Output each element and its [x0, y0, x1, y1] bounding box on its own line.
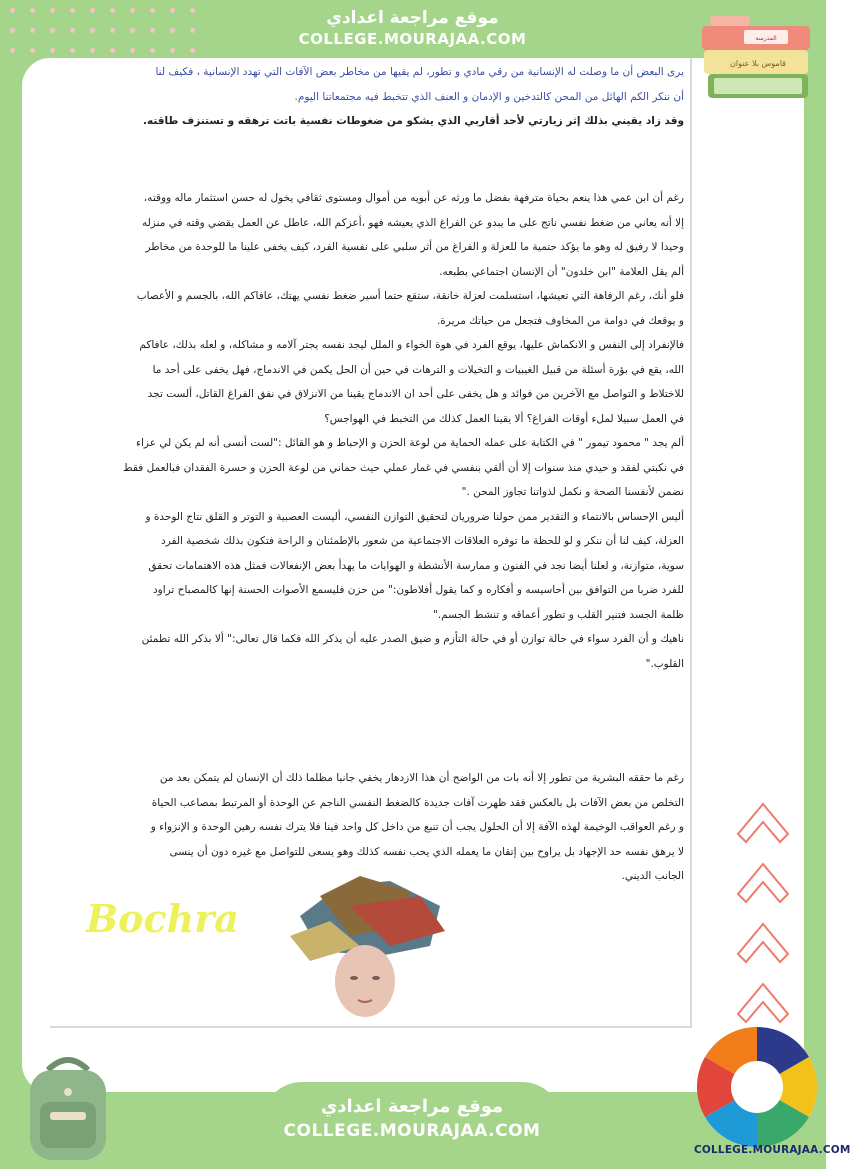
- collage-portrait-image: [280, 876, 450, 1016]
- book-spine-label-2: قاموس بلا عنوان: [730, 59, 786, 68]
- book-spine-label-1: المدرسة: [755, 35, 777, 42]
- footer-site-name: موقع مراجعة اعدادي: [320, 1096, 504, 1117]
- logo-caption[interactable]: COLLEGE.MOURAJAA.COM: [694, 1144, 851, 1156]
- body-line: و يوقعك في دوامة من المخاوف فتجعل من حياتك مريرة.: [436, 314, 684, 327]
- intro-line: أن ننكر الكم الهائل من المحن كالتدخين و الإدمان و العنف الذي تتخبط فيه مجتمعاتنا اليوم.: [294, 90, 684, 103]
- intro-line: وقد زاد يقيني بذلك إثر زيارتي لأحد أقاربي الذي يشكو من ضغوطات نفسية باتت ترهقه و تستنزف طاقته.: [143, 115, 684, 127]
- site-logo-wheel-icon: [694, 1024, 820, 1150]
- body-line: إلا أنه يعاني من ضغط نفسي ناتج على ما يبدو عن الفراغ الذي يعيشه فهو ،أعزكم الله، عاطل عن العمل يقضي وقته في منزله: [141, 216, 684, 229]
- body-line: ظلمة الجسد فتنير القلب و تطور أعماقه و تنشط الجسم.": [433, 608, 684, 621]
- essay-conclusion: [50, 766, 684, 889]
- header-site-url[interactable]: COLLEGE.MOURAJAA.COM: [298, 30, 527, 48]
- body-line: فالإنفراد إلى النفس و الانكماش عليها، يوقع الفرد في هوة الخواء و الملل ليجد نفسه يجتر آلامه و مشاكله، و لعله بذلك، عافاكم: [139, 339, 684, 351]
- conclusion-line: الجانب الديني.: [621, 870, 684, 882]
- body-line: العزلة، كيف لنا أن ننكر و لو للحظة ما توفره العلاقات الاجتماعية من شعور بالإطمئنان و الراحة فتكون بذلك شخصية الفرد: [161, 535, 684, 547]
- body-line: أليس الإحساس بالانتماء و التقدير ممن حولنا ضروريان لتحقيق التوازن النفسي، أليست العصبية و التوتر و القلق نتاج الوحدة و: [145, 510, 684, 523]
- essay-introduction: [50, 60, 684, 134]
- chevron-up-icon: [734, 790, 792, 850]
- footer-site-url[interactable]: COLLEGE.MOURAJAA.COM: [283, 1121, 541, 1141]
- conclusion-line: رغم ما حققه البشرية من تطور إلا أنه بات من الواضح أن هذا الازدهار يخفي جانبا مظلما ذلك أن الإنسان لم يتمكن بعد من: [159, 772, 684, 784]
- header-site-name: موقع مراجعة اعدادي: [326, 8, 499, 28]
- essay-document: [50, 58, 692, 1028]
- body-line: ألم يقل العلامة "ابن خلدون" أن الإنسان اجتماعي بطبعه.: [439, 265, 684, 278]
- body-line: الله، يقع في بؤرة أسئلة من قبيل الغيبيات و التخيلات و الترهات في حين أن الحل يكمن في الاندماج، فهل يخفى على أحد ما: [152, 363, 684, 376]
- chevron-up-icon: [734, 850, 792, 910]
- body-line: للاختلاط و التواصل مع الآخرين من فوائد و هل يخفى على أحد ان الاندماج يقينا من الانزلاق في نفق الفراغ القاتل، ألست تجد: [147, 388, 684, 400]
- body-line: نضمن لأنفسنا الصحة و نكمل لذواتنا تجاوز المحن .": [461, 486, 684, 498]
- body-line: في العمل سبيلا لملء أوقات الفراغ؟ ألا يقينا العمل كذلك من التخبط في الهواجس؟: [324, 412, 684, 425]
- conclusion-line: التخلص من بعض الآفات بل بالعكس فقد ظهرت آفات جديدة كالضغط النفسي الناجم عن الوحدة أو المرتبط بمصاعب الحياة: [151, 796, 684, 809]
- intro-line: يرى البعض أن ما وصلت له الإنسانية من رقي مادي و تطور، لم يقيها من مخاطر بعض الآفات التي تهدد الإنسانية ، فكيف لنا: [155, 66, 684, 78]
- conclusion-line: و رغم العواقب الوخيمة لهذه الآفة إلا أن الحلول يجب أن تنبع من داخل كل واحد فينا فلا يترك نفسه رهين الوحدة و الإنزواء و: [150, 821, 684, 833]
- conclusion-line: لا يرهق نفسه حد الإجهاد بل يراوح بين إتقان ما يعمله الذي يحب نفسه كذلك وهو يسعى للتواصل مع غيره دون أن ينسى: [169, 845, 684, 858]
- body-line: وحيدا لا رفيق له وهو ما يؤكد حتمية ما للعزلة و الفراغ من أثر سلبي على نفسية الفرد، كيف يخفى علينا ما للوحدة من مخاطر: [145, 241, 684, 253]
- body-line: للفرد ضربا من التوافق بين أحاسيسه و أفكاره و كما يقول أفلاطون:" من حزن فليسمع الأصوات الحسنة إنها كالمصباح تراود: [152, 584, 684, 596]
- body-line: القلوب.": [645, 657, 684, 670]
- body-line: فلو أنك، رغم الرفاهة التي تعيشها، استسلمت لعزلة خانقة، ستقع حتما أسير ضغط نفسي يهتك، عافاكم الله، بالجسم و الأعصاب: [136, 290, 684, 302]
- body-line: ألم يجد " محمود تيمور " في الكتابة على عمله الحماية من لوعة الحزن و الإحباط و هو القائل :"لست أنسى أنه لم يكن لي عزاء: [136, 437, 684, 449]
- essay-body: [50, 186, 684, 676]
- backpack-icon: [18, 1052, 118, 1164]
- books-icon: [700, 12, 816, 104]
- chevron-up-icon: [734, 910, 792, 970]
- author-signature: Bochra: [86, 896, 239, 941]
- header-banner: [270, 0, 555, 60]
- body-line: ناهيك و أن الفرد سواء في حالة توازن أو في حالة التأزم و ضيق الصدر عليه أن يذكر الله فكما قال تعالى:" ألا بذكر الله تطمئن: [141, 633, 684, 645]
- body-line: في نكبتي لفقد و حيدي منذ سنوات إلا أن ألقي بنفسي في غمار عملي حيث حماني من لوعة الحزن و حسرة الفقدان فبالعمل فقط: [122, 461, 684, 474]
- chevron-up-icon: [734, 970, 792, 1030]
- body-line: سوية، متوازنة، و لعلنا أيضا نجد في الفنون و ممارسة الأنشطة و الهوايات ما يهدأ بعض الإنفعالات فمثل هذه الاهتمامات تحقق: [148, 559, 684, 572]
- footer-banner: [262, 1082, 562, 1169]
- body-line: رغم أن ابن عمي هذا ينعم بحياة مترفهة بفضل ما ورثه عن أبويه من أموال ومستوى ثقافي يخول له حسن استثمار ماله ووقته،: [143, 192, 684, 204]
